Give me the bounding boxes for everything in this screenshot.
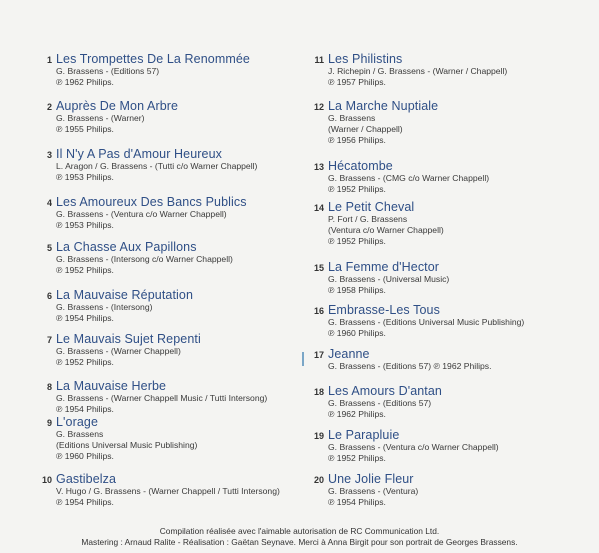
track-title: Hécatombe bbox=[328, 159, 393, 173]
track-credit-line: G. Brassens - (Universal Music) bbox=[328, 274, 450, 284]
track-item bbox=[34, 52, 326, 88]
track-credit-line: G. Brassens - (Editions 57) bbox=[328, 398, 432, 408]
track-credit-line: ℗ 1953 Philips. bbox=[56, 172, 114, 182]
track-number: 20 bbox=[313, 475, 324, 485]
track-item bbox=[34, 288, 326, 324]
track-item bbox=[34, 240, 326, 276]
track-credit-line: ℗ 1952 Philips. bbox=[328, 236, 386, 246]
track-credit-line: L. Aragon / G. Brassens - (Tutti c/o Warner Chappell) bbox=[56, 161, 258, 171]
track-item bbox=[306, 428, 599, 464]
track-credit-line: ℗ 1954 Philips. bbox=[56, 404, 114, 414]
track-number: 17 bbox=[313, 350, 324, 360]
track-credit-line: G. Brassens - (Warner Chappell Music / Tutti Intersong) bbox=[56, 393, 268, 403]
track-item bbox=[34, 379, 326, 415]
track-credit-line: (Editions Universal Music Publishing) bbox=[56, 440, 198, 450]
track-credit-line: G. Brassens - (Ventura) bbox=[328, 486, 419, 496]
track-item bbox=[306, 303, 599, 339]
track-number: 14 bbox=[313, 203, 324, 213]
track-number: 15 bbox=[313, 263, 324, 273]
track-credit-line: ℗ 1958 Philips. bbox=[328, 285, 386, 295]
track-credit-line: ℗ 1952 Philips. bbox=[56, 357, 114, 367]
track-item bbox=[34, 99, 326, 135]
track-item bbox=[34, 332, 326, 368]
track-title: La Mauvaise Réputation bbox=[56, 288, 194, 302]
track-item bbox=[34, 147, 326, 183]
track-item bbox=[306, 200, 599, 247]
track-number: 2 bbox=[46, 102, 52, 112]
track-number: 5 bbox=[46, 243, 52, 253]
track-credit-line: ℗ 1955 Philips. bbox=[56, 124, 114, 134]
track-credit-line: ℗ 1952 Philips. bbox=[56, 265, 114, 275]
track-item bbox=[34, 472, 326, 508]
track-item bbox=[306, 347, 599, 372]
track-title: La Mauvaise Herbe bbox=[56, 379, 167, 393]
track-number: 11 bbox=[314, 55, 324, 65]
track-number: 6 bbox=[46, 291, 52, 301]
track-credit-line: G. Brassens bbox=[328, 113, 376, 123]
track-title: Le Mauvais Sujet Repenti bbox=[56, 332, 201, 346]
track-number: 16 bbox=[313, 306, 324, 316]
track-number: 10 bbox=[41, 475, 52, 485]
track-title: Les Philistins bbox=[328, 52, 403, 66]
track-credit-line: ℗ 1954 Philips. bbox=[328, 497, 386, 507]
track-credit-line: (Warner / Chappell) bbox=[328, 124, 403, 134]
track-number: 4 bbox=[46, 198, 52, 208]
track-title: L'orage bbox=[56, 415, 99, 429]
track-credit-line: ℗ 1954 Philips. bbox=[56, 497, 114, 507]
track-item bbox=[306, 260, 599, 296]
track-number: 13 bbox=[313, 162, 324, 172]
track-title: La Chasse Aux Papillons bbox=[56, 240, 197, 254]
track-number: 9 bbox=[46, 418, 52, 428]
track-credit-line: ℗ 1960 Philips. bbox=[56, 451, 114, 461]
track-credit-line: G. Brassens - (Warner) bbox=[56, 113, 145, 123]
footer-credits-line2: Mastering : Arnaud Ralite - Réalisation : Gaëtan Seynave. Merci à Anna Birgit pour son portrait de Georges Brassens. bbox=[81, 537, 518, 547]
track-title: Les Trompettes De La Renommée bbox=[56, 52, 250, 66]
track-credit-line: ℗ 1954 Philips. bbox=[56, 313, 114, 323]
track-credit-line: ℗ 1962 Philips. bbox=[56, 77, 114, 87]
track-item bbox=[306, 52, 599, 88]
track-number: 1 bbox=[46, 55, 52, 65]
track-credit-line: ℗ 1953 Philips. bbox=[56, 220, 114, 230]
track-title: Embrasse-Les Tous bbox=[328, 303, 440, 317]
track-credit-line: ℗ 1952 Philips. bbox=[328, 453, 386, 463]
track-credit-line: G. Brassens - (CMG c/o Warner Chappell) bbox=[328, 173, 490, 183]
track-title: Les Amoureux Des Bancs Publics bbox=[56, 195, 247, 209]
track-item bbox=[306, 384, 599, 420]
track-credit-line: G. Brassens bbox=[56, 429, 104, 439]
track-title: Gastibelza bbox=[56, 472, 117, 486]
track-credit-line: (Ventura c/o Warner Chappell) bbox=[328, 225, 444, 235]
track-number: 19 bbox=[313, 431, 324, 441]
track-number: 8 bbox=[46, 382, 52, 392]
track-credit-line: ℗ 1952 Philips. bbox=[328, 184, 386, 194]
track-credit-line: G. Brassens - (Editions Universal Music Publishing) bbox=[328, 317, 525, 327]
track-credit-line: G. Brassens - (Intersong) bbox=[56, 302, 153, 312]
track-credit-line: P. Fort / G. Brassens bbox=[328, 214, 408, 224]
track-credit-line: G. Brassens - (Warner Chappell) bbox=[56, 346, 181, 356]
track-credit-line: J. Richepin / G. Brassens - (Warner / Chappell) bbox=[328, 66, 508, 76]
track-title: Le Parapluie bbox=[328, 428, 400, 442]
track-number: 3 bbox=[46, 150, 52, 160]
track-item bbox=[306, 472, 599, 508]
track-item bbox=[306, 99, 599, 146]
track-title: Jeanne bbox=[328, 347, 370, 361]
track-credit-line: ℗ 1956 Philips. bbox=[328, 135, 386, 145]
track-credit-line: G. Brassens - (Ventura c/o Warner Chappell) bbox=[328, 442, 499, 452]
track-number: 7 bbox=[46, 335, 52, 345]
track-title: La Femme d'Hector bbox=[328, 260, 440, 274]
track-title: La Marche Nuptiale bbox=[328, 99, 439, 113]
track-number: 18 bbox=[313, 387, 324, 397]
track-item bbox=[34, 195, 326, 231]
blue-mark bbox=[302, 352, 304, 366]
track-credit-line: ℗ 1962 Philips. bbox=[328, 409, 386, 419]
track-number: 12 bbox=[313, 102, 324, 112]
track-credit-line: G. Brassens - (Intersong c/o Warner Chappell) bbox=[56, 254, 233, 264]
track-credit-line: ℗ 1957 Philips. bbox=[328, 77, 386, 87]
track-title: Auprès De Mon Arbre bbox=[56, 99, 179, 113]
track-credit-line: V. Hugo / G. Brassens - (Warner Chappell / Tutti Intersong) bbox=[56, 486, 280, 496]
track-item bbox=[306, 159, 599, 195]
track-title: Il N'y A Pas d'Amour Heureux bbox=[56, 147, 222, 161]
track-item bbox=[34, 415, 326, 462]
track-title: Le Petit Cheval bbox=[328, 200, 415, 214]
track-title: Les Amours D'antan bbox=[328, 384, 442, 398]
track-credit-line: G. Brassens - (Editions 57) bbox=[56, 66, 160, 76]
footer-credits-line1: Compilation réalisée avec l'aimable autorisation de RC Communication Ltd. bbox=[159, 526, 440, 536]
track-title: Une Jolie Fleur bbox=[328, 472, 414, 486]
track-credit-line: G. Brassens - (Editions 57) ℗ 1962 Philips. bbox=[328, 361, 492, 371]
track-credit-line: ℗ 1960 Philips. bbox=[328, 328, 386, 338]
track-credit-line: G. Brassens - (Ventura c/o Warner Chappell) bbox=[56, 209, 227, 219]
